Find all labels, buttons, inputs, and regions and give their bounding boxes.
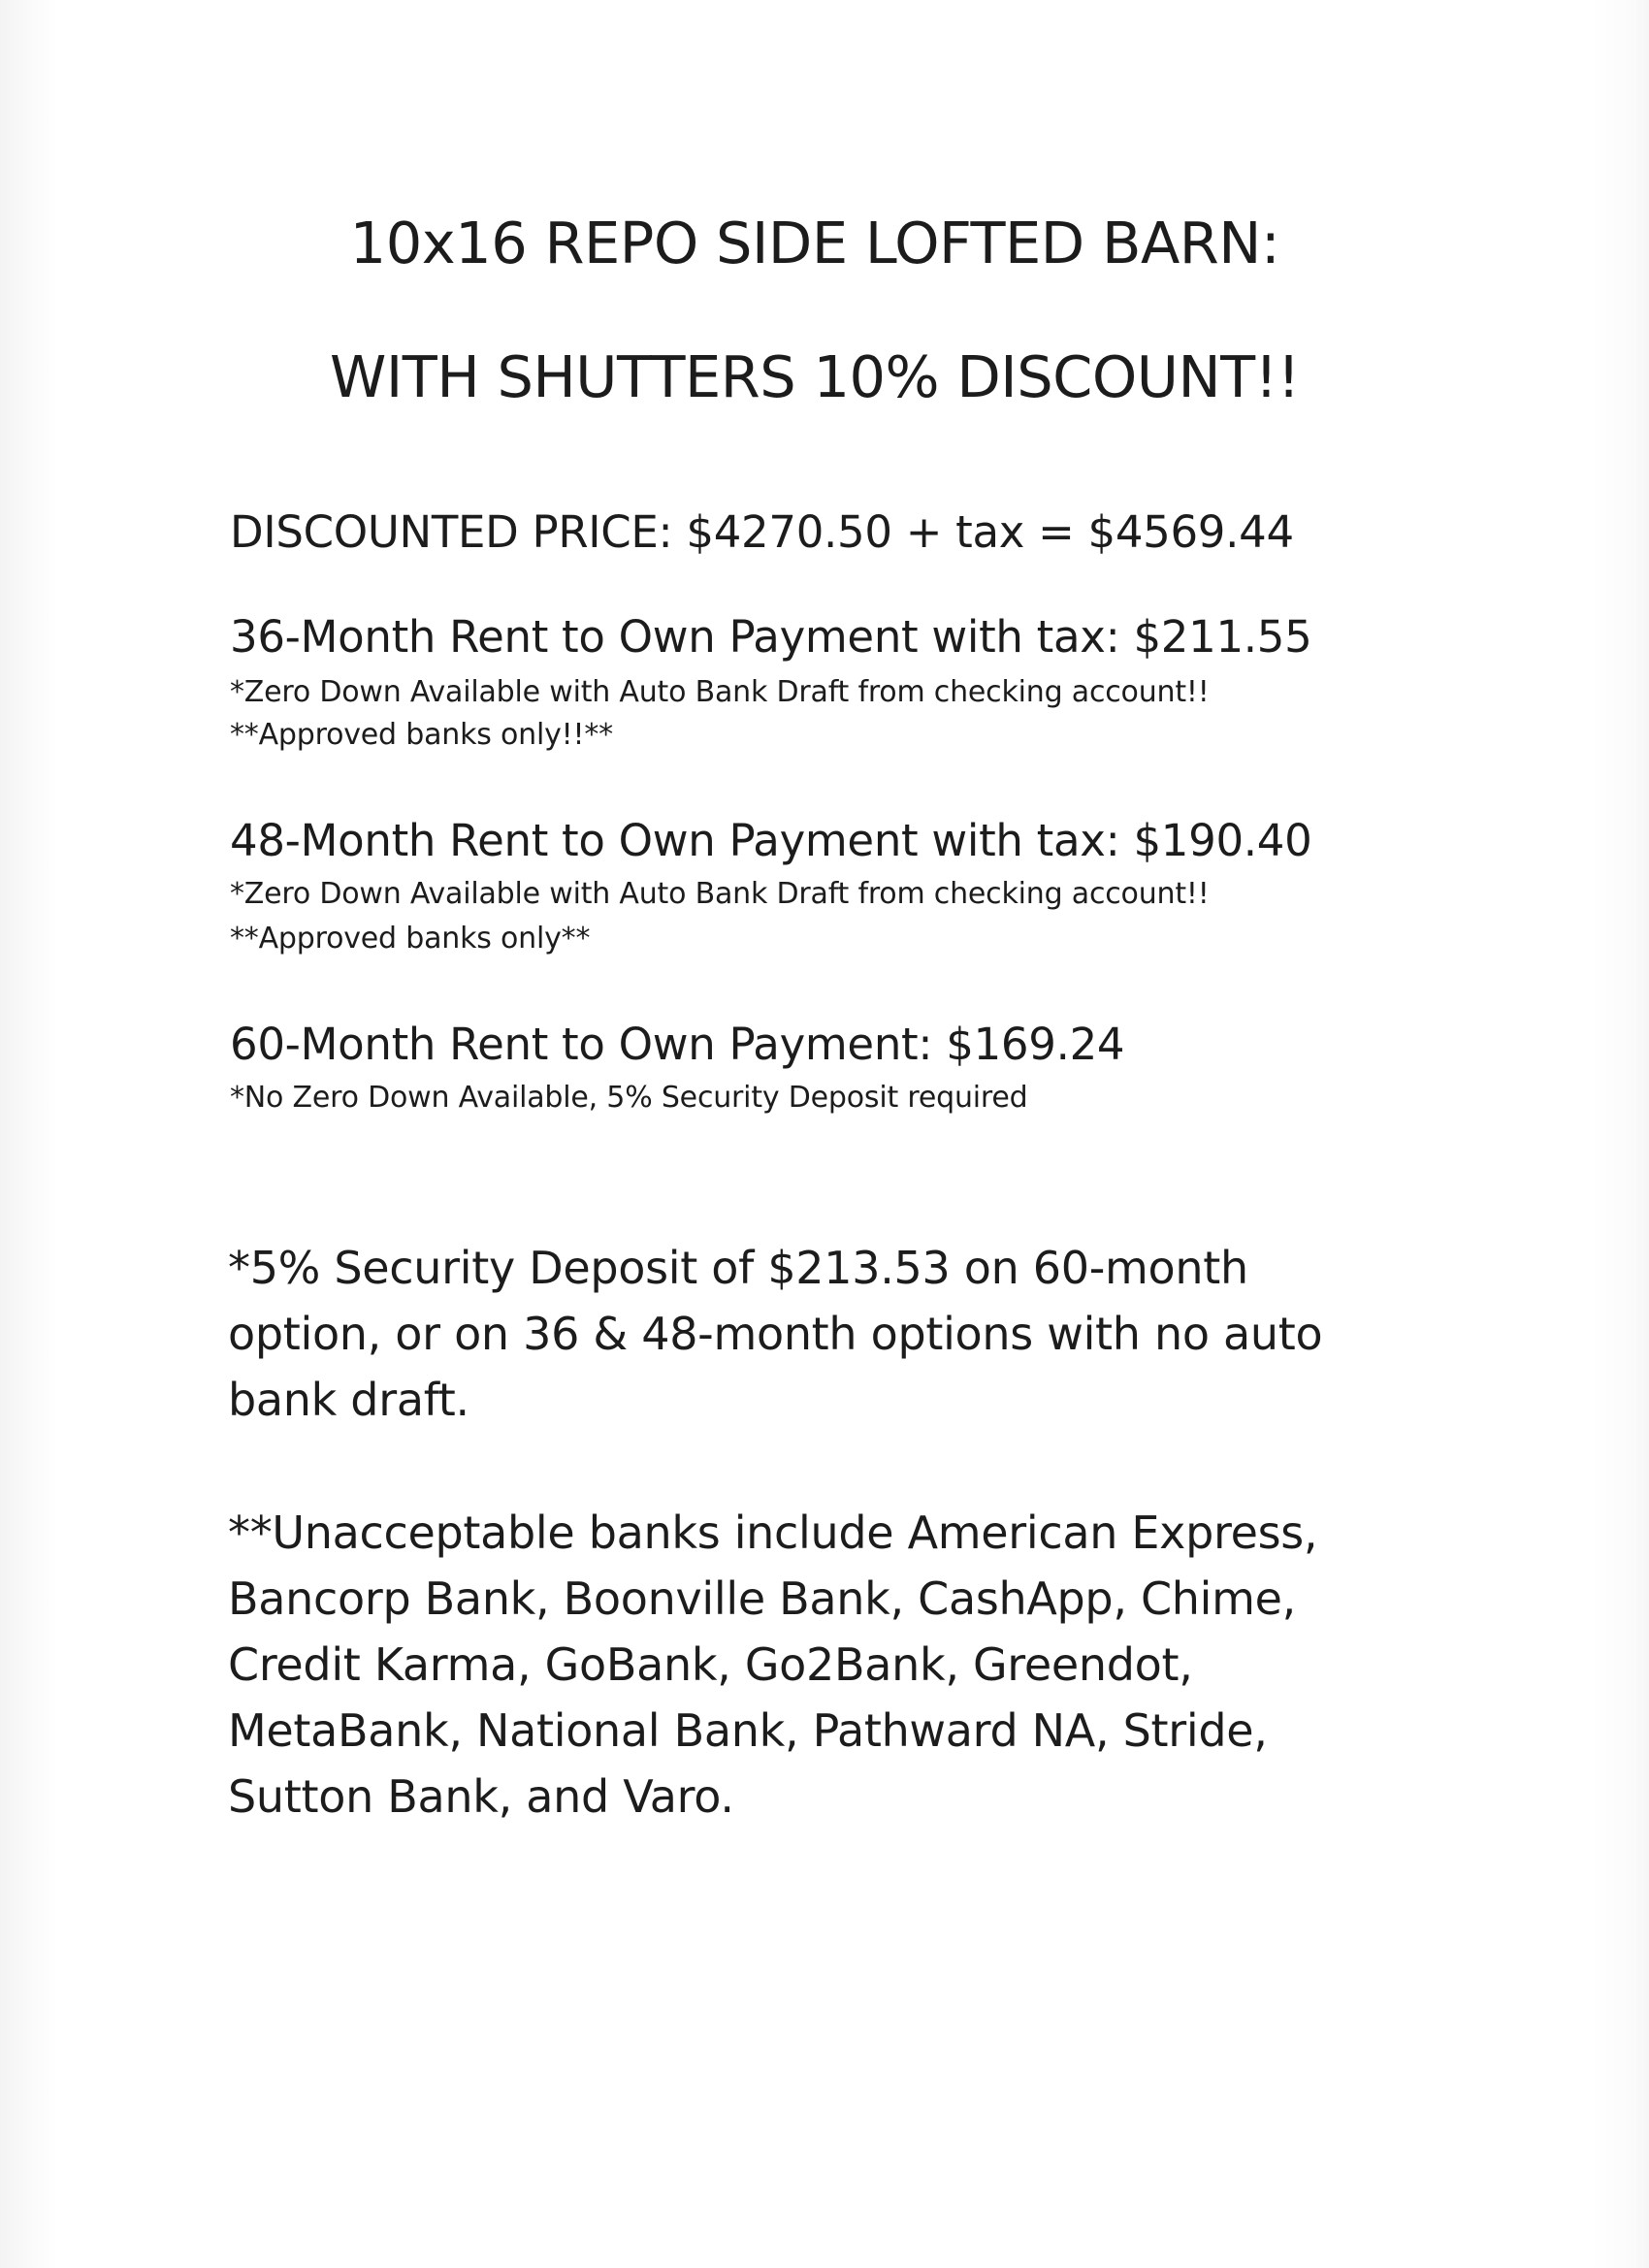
banks-line-1: **Unacceptable banks include American Express,	[228, 1507, 1318, 1559]
unacceptable-banks-note	[228, 1500, 1373, 1830]
option-60-month-heading: 60-Month Rent to Own Payment: $169.24	[230, 1019, 1125, 1070]
option-36-month-heading: 36-Month Rent to Own Payment with tax: $211.55	[230, 611, 1312, 663]
option-48-month-note-2: **Approved banks only**	[230, 922, 591, 956]
title-line-1: 10x16 REPO SIDE LOFTED BARN:	[349, 210, 1280, 276]
security-deposit-line-2: option, or on 36 & 48-month options with no auto	[228, 1308, 1323, 1360]
option-36-month-note-2: **Approved banks only!!**	[230, 718, 613, 752]
security-deposit-line-3: bank draft.	[228, 1374, 469, 1426]
title-line-2: WITH SHUTTERS 10% DISCOUNT!!	[330, 343, 1300, 410]
security-deposit-note	[228, 1235, 1373, 1433]
discounted-price: DISCOUNTED PRICE: $4270.50 + tax = $4569.44	[230, 506, 1294, 558]
security-deposit-line-1: *5% Security Deposit of $213.53 on 60-month	[228, 1242, 1248, 1294]
banks-line-4: MetaBank, National Bank, Pathward NA, Stride,	[228, 1704, 1268, 1757]
banks-line-2: Bancorp Bank, Boonville Bank, CashApp, Chime,	[228, 1572, 1296, 1625]
option-48-month-note-1: *Zero Down Available with Auto Bank Draft from checking account!!	[230, 877, 1210, 911]
banks-line-3: Credit Karma, GoBank, Go2Bank, Greendot,	[228, 1638, 1193, 1691]
option-36-month-note-1: *Zero Down Available with Auto Bank Draft from checking account!!	[230, 675, 1210, 709]
option-60-month-note: *No Zero Down Available, 5% Security Deposit required	[230, 1081, 1028, 1115]
option-48-month-heading: 48-Month Rent to Own Payment with tax: $190.40	[230, 815, 1312, 866]
banks-line-5: Sutton Bank, and Varo.	[228, 1770, 734, 1823]
